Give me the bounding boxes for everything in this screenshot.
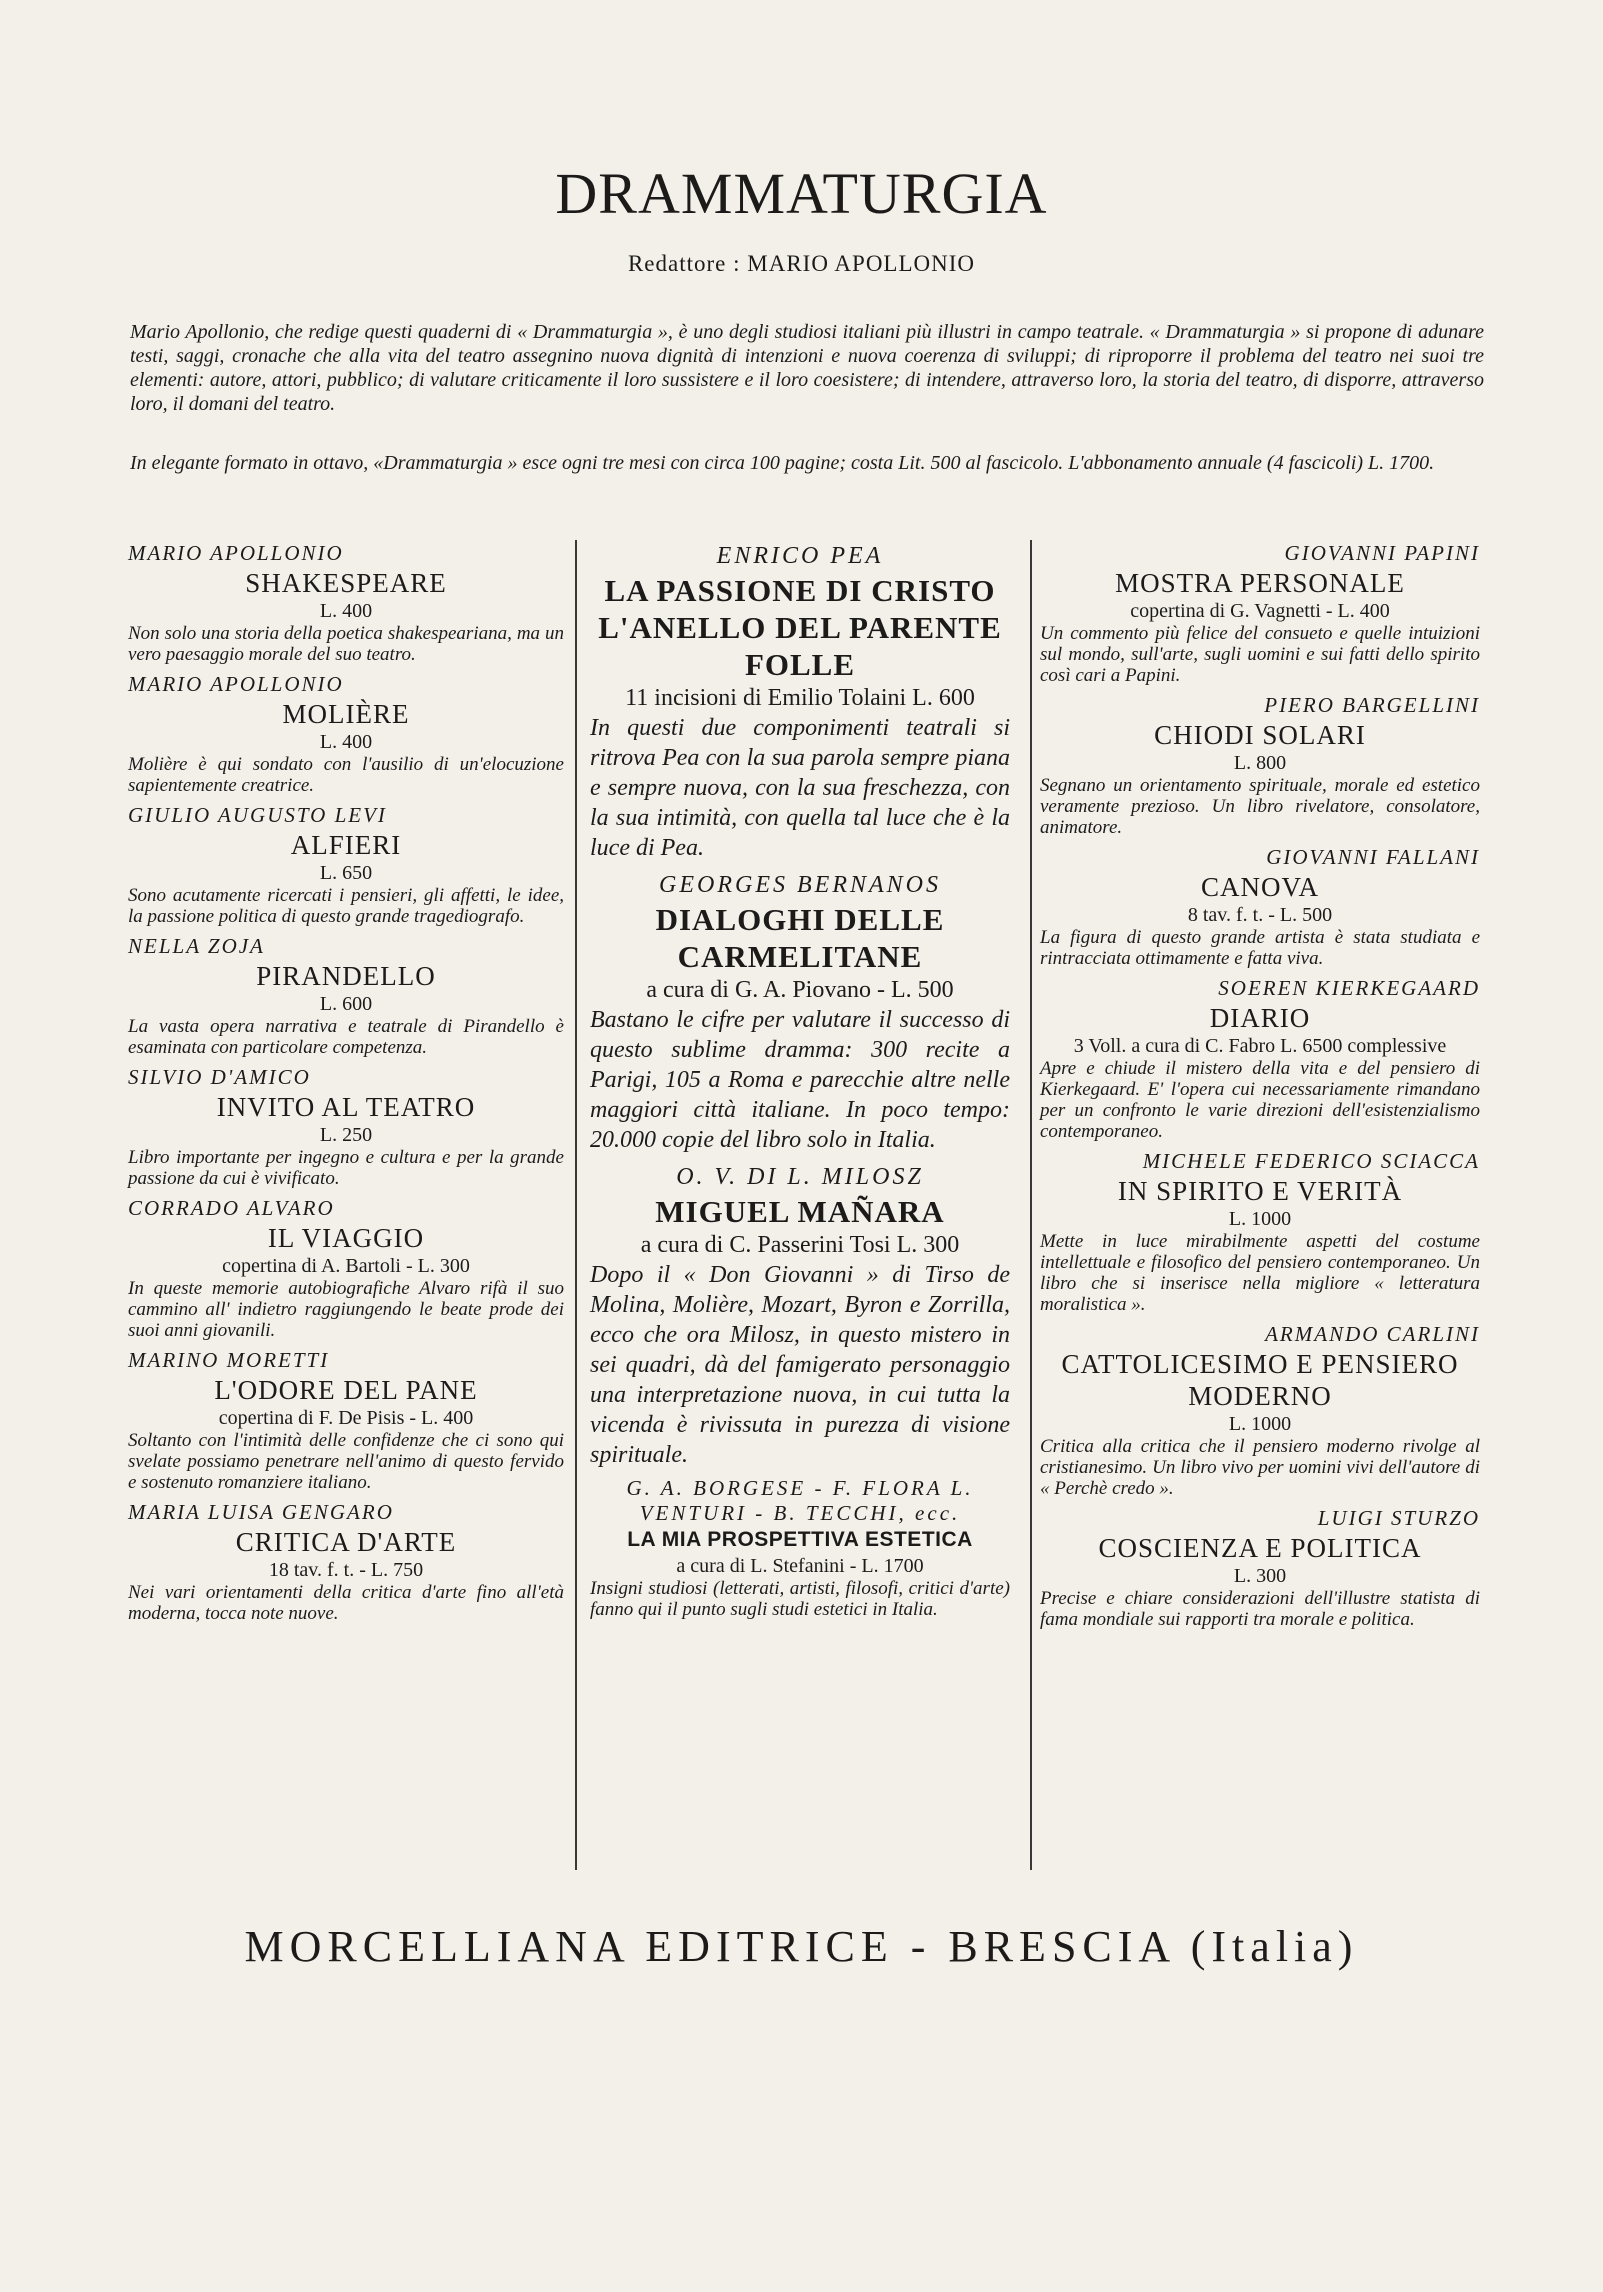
editor-line: Redattore : MARIO APOLLONIO [627, 251, 976, 276]
book-title: IN SPIRITO E VERITÀ [1117, 1176, 1403, 1206]
book-description: Insigni studiosi (letterati, artisti, filosofi, critici d'arte) fanno qui il punto sugli studi estetici in Italia. [590, 1578, 1010, 1620]
book-author: O. V. DI L. MILOSZ [676, 1164, 924, 1190]
book-author: SILVIO D'AMICO [128, 1065, 311, 1089]
book-title: CANOVA [1200, 872, 1320, 902]
book-entry [590, 869, 1010, 1155]
book-title: MOSTRA PERSONALE [1115, 568, 1405, 598]
book-author: PIERO BARGELLINI [1264, 693, 1480, 717]
book-price: a cura di G. A. Piovano - L. 500 [646, 977, 954, 1003]
book-description: In questi due componimenti teatrali si ritrova Pea con la sua parola sempre piana e sempre nuova, con la sua freschezza, con la sua intimità, con quella tal luce che è la luce di Pea. [590, 715, 1010, 861]
book-description: La vasta opera narrativa e teatrale di Pirandello è esaminata con particolare competenza. [128, 1016, 564, 1058]
book-author: GIULIO AUGUSTO LEVI [128, 803, 387, 827]
book-title: COSCIENZA E POLITICA [1098, 1533, 1422, 1563]
book-description: Critica alla critica che il pensiero moderno rivolge al cristianesimo. Un libro vivo per uomini vivi dell'autore di « Perchè credo ». [1040, 1436, 1480, 1499]
book-author: SOEREN KIERKEGAARD [1218, 976, 1480, 1000]
book-entry [128, 1064, 564, 1189]
book-author: MARIO APOLLONIO [128, 541, 344, 565]
book-description: Apre e chiude il mistero della vita e del pensiero di Kierkegaard. E' l'opera cui necessariamente rimandano per un confronto le varie direzioni dell'esistenzialismo contemporaneo. [1040, 1058, 1480, 1142]
book-title: SHAKESPEARE [245, 568, 447, 598]
book-price: 8 tav. f. t. - L. 500 [1187, 904, 1333, 926]
book-entry [128, 1347, 564, 1493]
book-author: ENRICO PEA [716, 543, 884, 569]
book-price: a cura di C. Passerini Tosi L. 300 [640, 1232, 960, 1258]
book-price: L. 1000 [1228, 1208, 1292, 1230]
column-divider [575, 540, 577, 1870]
book-description: La figura di questo grande artista è stata studiata e rintracciata ottimamente e fatta viva. [1040, 927, 1480, 969]
book-title: LA PASSIONE DI CRISTO L'ANELLO DEL PARENTE FOLLE [598, 573, 1002, 682]
book-price: copertina di A. Bartoli - L. 300 [222, 1255, 470, 1277]
book-entry [128, 1499, 564, 1624]
book-description: Un commento più felice del consueto e quelle intuizioni sul mondo, sull'arte, sugli uomini e sui fatti dello spirito così cari a Papini. [1040, 623, 1480, 686]
book-title: DIARIO [1209, 1003, 1311, 1033]
book-price: L. 300 [1233, 1565, 1287, 1587]
book-author: NELLA ZOJA [128, 934, 265, 958]
book-entry [128, 1195, 564, 1341]
book-entry [1040, 540, 1480, 686]
book-entry [1040, 1505, 1480, 1630]
book-price: L. 650 [319, 862, 373, 884]
book-author: ARMANDO CARLINI [1265, 1322, 1480, 1346]
book-author: MARIA LUISA GENGARO [128, 1500, 394, 1524]
publisher-footer: MORCELLIANA EDITRICE - BRESCIA (Italia) [244, 1922, 1359, 1971]
page-title: DRAMMATURGIA [555, 161, 1048, 226]
book-entry [1040, 975, 1480, 1142]
book-entry [1040, 692, 1480, 838]
book-description: Precise e chiare considerazioni dell'illustre statista di fama mondiale sui rapporti tra morale e politica. [1040, 1588, 1480, 1630]
book-title: IL VIAGGIO [267, 1223, 425, 1253]
left-column [128, 540, 564, 1630]
book-price: L. 600 [319, 993, 373, 1015]
book-title: MIGUEL MAÑARA [655, 1194, 945, 1229]
book-price: L. 400 [319, 731, 373, 753]
book-entry [1040, 844, 1480, 969]
book-title: MOLIÈRE [282, 699, 410, 729]
book-entry [128, 671, 564, 796]
book-author: GEORGES BERNANOS [659, 872, 941, 898]
book-entry [128, 802, 564, 927]
book-entry [128, 933, 564, 1058]
book-price: 11 incisioni di Emilio Tolaini L. 600 [625, 685, 975, 711]
book-description: Mette in luce mirabilmente aspetti del costume intellettuale e filosofico del pensiero contemporaneo. Un libro che si inserisce nella migliore « letteratura moralistica ». [1040, 1231, 1480, 1315]
middle-column [590, 540, 1010, 1626]
book-price: L. 400 [319, 600, 373, 622]
book-description: Soltanto con l'intimità delle confidenze che ci sono qui svelate possiamo penetrare nell'animo di questo fervido e sostenuto romanziere italiano. [128, 1430, 564, 1493]
book-entry [590, 1161, 1010, 1470]
book-author: CORRADO ALVARO [128, 1196, 335, 1220]
book-description: Dopo il « Don Giovanni » di Tirso de Molina, Molière, Mozart, Byron e Zorrilla, ecco che ora Milosz, in questo mistero in sei quadri, dà del famigerato personaggio una interpretazione nuova, in cui tutta la vicenda è rivissuta in purezza di visione spirituale. [590, 1262, 1010, 1468]
book-description: Sono acutamente ricercati i pensieri, gli affetti, le idee, la passione politica di questo grande tragediografo. [128, 885, 564, 927]
book-price: copertina di F. De Pisis - L. 400 [218, 1407, 474, 1429]
book-entry [1040, 1321, 1480, 1499]
book-entry [128, 540, 564, 665]
book-title: LA MIA PROSPETTIVA ESTETICA [627, 1528, 973, 1551]
book-author: GIOVANNI FALLANI [1266, 845, 1480, 869]
right-column [1040, 540, 1480, 1636]
book-author: MARIO APOLLONIO [128, 672, 344, 696]
book-description: In queste memorie autobiografiche Alvaro rifà il suo cammino all' indietro raggiungendo le beate prode dei suoi anni giovanili. [128, 1278, 564, 1341]
book-title: CRITICA D'ARTE [235, 1527, 457, 1557]
book-description: Segnano un orientamento spirituale, morale ed estetico veramente prezioso. Un libro rivelatore, consolatore, animatore. [1040, 775, 1480, 838]
column-divider [1030, 540, 1032, 1870]
book-entry [590, 540, 1010, 863]
book-description: Bastano le cifre per valutare il successo di questo sublime dramma: 300 recite a Parigi, 105 a Roma e parecchie altre nelle maggiori città italiane. In poco tempo: 20.000 copie del libro solo in Italia. [590, 1007, 1010, 1153]
book-price: L. 250 [319, 1124, 373, 1146]
book-description: Libro importante per ingegno e cultura e per la grande passione da cui è vivificato. [128, 1147, 564, 1189]
book-author: LUIGI STURZO [1317, 1506, 1480, 1530]
book-price: 18 tav. f. t. - L. 750 [268, 1559, 424, 1581]
subscription-paragraph: In elegante formato in ottavo, «Drammaturgia » esce ogni tre mesi con circa 100 pagine; costa Lit. 500 al fascicolo. L'abbonamento annuale (4 fascicoli) L. 1700. [130, 452, 1435, 474]
book-entry [1040, 1148, 1480, 1315]
book-title: INVITO AL TEATRO [216, 1092, 476, 1122]
book-price: 3 Voll. a cura di C. Fabro L. 6500 complessive [1073, 1035, 1447, 1057]
book-title: L'ODORE DEL PANE [214, 1375, 478, 1405]
book-description: Molière è qui sondato con l'ausilio di un'elocuzione sapientemente creatrice. [128, 754, 564, 796]
book-title: DIALOGHI DELLE CARMELITANE [655, 902, 945, 974]
book-price: a cura di L. Stefanini - L. 1700 [676, 1555, 924, 1577]
intro-paragraph: Mario Apollonio, che redige questi quaderni di « Drammaturgia », è uno degli studiosi italiani più illustri in campo teatrale. « Drammaturgia » si propone di adunare testi, saggi, cronache che alla vita del teatro assegnino nuova dignità di intenzioni e nuova coerenza di sviluppi; di riproporre il problema del teatro nei suoi tre elementi: autore, attori, pubblico; di valutare criticamente il loro sussistere e il loro coesistere; di intendere, attraverso loro, la storia del teatro, di disporre, attraverso loro, il domani del teatro. [130, 321, 1484, 415]
book-entry [590, 1476, 1010, 1620]
book-price: copertina di G. Vagnetti - L. 400 [1130, 600, 1390, 622]
book-title: ALFIERI [290, 830, 402, 860]
book-author: G. A. BORGESE - F. FLORA L. VENTURI - B. TECCHI, ecc. [626, 1476, 974, 1525]
book-description: Nei vari orientamenti della critica d'arte fino all'età moderna, tocca note nuove. [128, 1582, 564, 1624]
book-title: CHIODI SOLARI [1154, 720, 1366, 750]
book-author: GIOVANNI PAPINI [1284, 541, 1480, 565]
book-description: Non solo una storia della poetica shakespeariana, ma un vero paesaggio morale del suo teatro. [128, 623, 564, 665]
book-author: MICHELE FEDERICO SCIACCA [1142, 1149, 1480, 1173]
book-title: PIRANDELLO [256, 961, 436, 991]
book-price: L. 800 [1233, 752, 1287, 774]
book-price: L. 1000 [1228, 1413, 1292, 1435]
book-author: MARINO MORETTI [128, 1348, 330, 1372]
book-title: CATTOLICESIMO E PENSIERO MODERNO [1061, 1349, 1459, 1411]
